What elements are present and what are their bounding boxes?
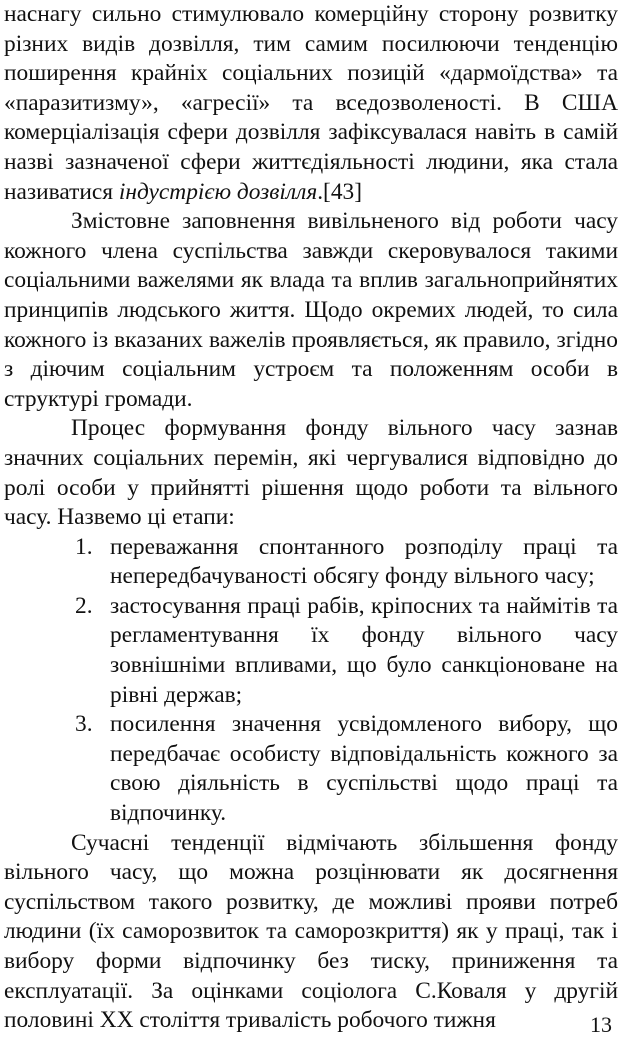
- list-item: [75, 710, 618, 828]
- paragraph-1-citation: .[43]: [317, 178, 363, 205]
- paragraph-1-italic-term: індустрією дозвілля: [118, 178, 318, 205]
- body-text: [4, 0, 618, 1036]
- list-item-number: 2.: [75, 592, 93, 619]
- list-item-text: посилення значення усвідомленого вибору, що передбачає особисту відповідальність кожного за свою діяльність в суспільстві щодо праці та відпочинку.: [110, 711, 618, 827]
- stages-list: [4, 533, 618, 829]
- paragraph-4: Сучасні тенденції відмічають збільшення фонду вільного часу, що можна розцінювати як досягнення суспільством такого розвитку, де можливі прояви потреб людини (їх саморозвиток та саморозкриття) як у праці, так і вибору форми відпочинку без тиску, приниження та експлуатації. За оцінками соціолога С.Коваля у другій половині XX століття тривалість робочого тижня: [4, 829, 618, 1034]
- page-number: 13: [590, 1012, 612, 1037]
- paragraph-1: [4, 0, 618, 207]
- list-item-number: 1.: [75, 533, 93, 560]
- list-item: [75, 592, 618, 710]
- paragraph-2: Змістовне заповнення вивільненого від роботи часу кожного члена суспільства завжди скеровувалося такими соціальними важелями як влада та вплив загальноприйнятих принципів людського життя. Щодо окремих людей, то сила кожного із вказаних важелів проявляється, як правило, згідно з діючим соціальним устроєм та положенням особи в структурі громади.: [4, 208, 618, 412]
- list-item-number: 3.: [75, 711, 93, 738]
- list-item-text: переважання спонтанного розподілу праці та непередбачуваності обсягу фонду вільного часу;: [110, 533, 618, 590]
- list-item-text: застосування праці рабів, кріпосних та наймітів та регламентування їх фонду вільного часу зовнішніми впливами, що було санкціоноване на рівні держав;: [110, 592, 618, 708]
- paragraph-1-text: наснагу сильно стимулювало комерційну сторону розвитку різних видів дозвілля, тим самим посилюючи тенденцію поширення крайніх соціальних позицій «дармоїдства» та «паразитизму», «агресії» та вседозволеності. В США комерціалізація сфери дозвілля зафіксувалася навіть в самій назві зазначеної сфери життєдіяльності людини, яка стала називатися: [4, 1, 618, 205]
- paragraph-3: Процес формування фонду вільного часу зазнав значних соціальних перемін, які чергувалися відповідно до ролі особи у прийнятті рішення щодо роботи та вільного часу. Назвемо ці етапи:: [4, 415, 618, 531]
- list-item: [75, 533, 618, 592]
